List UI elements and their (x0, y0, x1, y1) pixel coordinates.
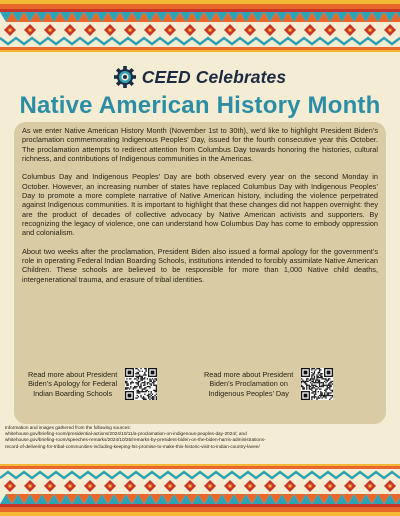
logo-row (0, 64, 400, 90)
org-heading: CEED Celebrates (141, 66, 287, 87)
page-title: Native American History Month (19, 92, 381, 119)
qr-code-icon[interactable] (125, 368, 157, 400)
header (0, 64, 400, 120)
bottom-pattern-border (0, 460, 400, 516)
article-body (22, 126, 378, 293)
qr-code-icon[interactable] (301, 368, 333, 400)
paragraph: About two weeks after the proclamation, President Biden also issued a formal apology for the government’s role in operating Federal Indian Boarding Schools, institutions intended to forcibly assimilate Native American Children. These schools are believed to be responsible for more than 1,000 Native child deaths, intergenerational trauma, and erasure of tribal identities. (22, 246, 378, 284)
sources-heading: Information and images gathered from the following sources: (5, 425, 131, 430)
read-more-section (14, 368, 386, 418)
read-more-apology-text: Read more about President Biden’s Apology for Federal Indian Boarding Schools (28, 370, 118, 398)
source-link[interactable]: whitehouse.gov/briefing-room/presidential-actions/2024/10/11/a-proclamation-on-indigenous-peoples-day-2024/; and (5, 431, 247, 437)
top-pattern-border (0, 0, 400, 56)
source-link[interactable]: record-of-delivering-for-tribal-communities-including-keeping-his-promise-to-make-this-historic-visit-to-indian-country-lavee/ (5, 443, 260, 449)
read-more-proclamation[interactable] (204, 368, 333, 400)
read-more-proclamation-text: Read more about President Biden’s Proclamation on Indigenous Peoples’ Day (204, 370, 294, 398)
ceed-gear-logo-icon (114, 66, 136, 88)
paragraph: As we enter Native American History Month (November 1st to 30th), we’d like to highlight President Biden’s proclamation commemorating Indigenous Peoples’ Day, issued for the fourth consecutive year this October. The proclamation attempts to redirect attention from Columbus Day towards honoring the histories, cultural richness, and contributions of Indigenous communities in the Americas. (22, 126, 378, 163)
read-more-apology[interactable] (28, 368, 157, 400)
paragraph: Columbus Day and Indigenous Peoples’ Day are both observed every year on the second Monday in October. However, an increasing number of states have replaced Columbus Day with Indigenous Peoples’ Day to promote a more complete narrative of Native American history, including the violence perpetrated against Indigenous communities. It is important to highlight that these changes did not happen overnight: they are the product of decades of collective advocacy by Native American activists and supporters. By recognizing the legacy of violence, one can understand how Columbus Day has come to embody oppression and colonialism. (22, 172, 378, 238)
source-link[interactable]: whitehouse.gov/briefing-room/speeches-remarks/2024/10/25/remarks-by-president-biden-on-the-biden-harris-administrations- (5, 437, 266, 443)
sources-footnote (5, 425, 397, 450)
